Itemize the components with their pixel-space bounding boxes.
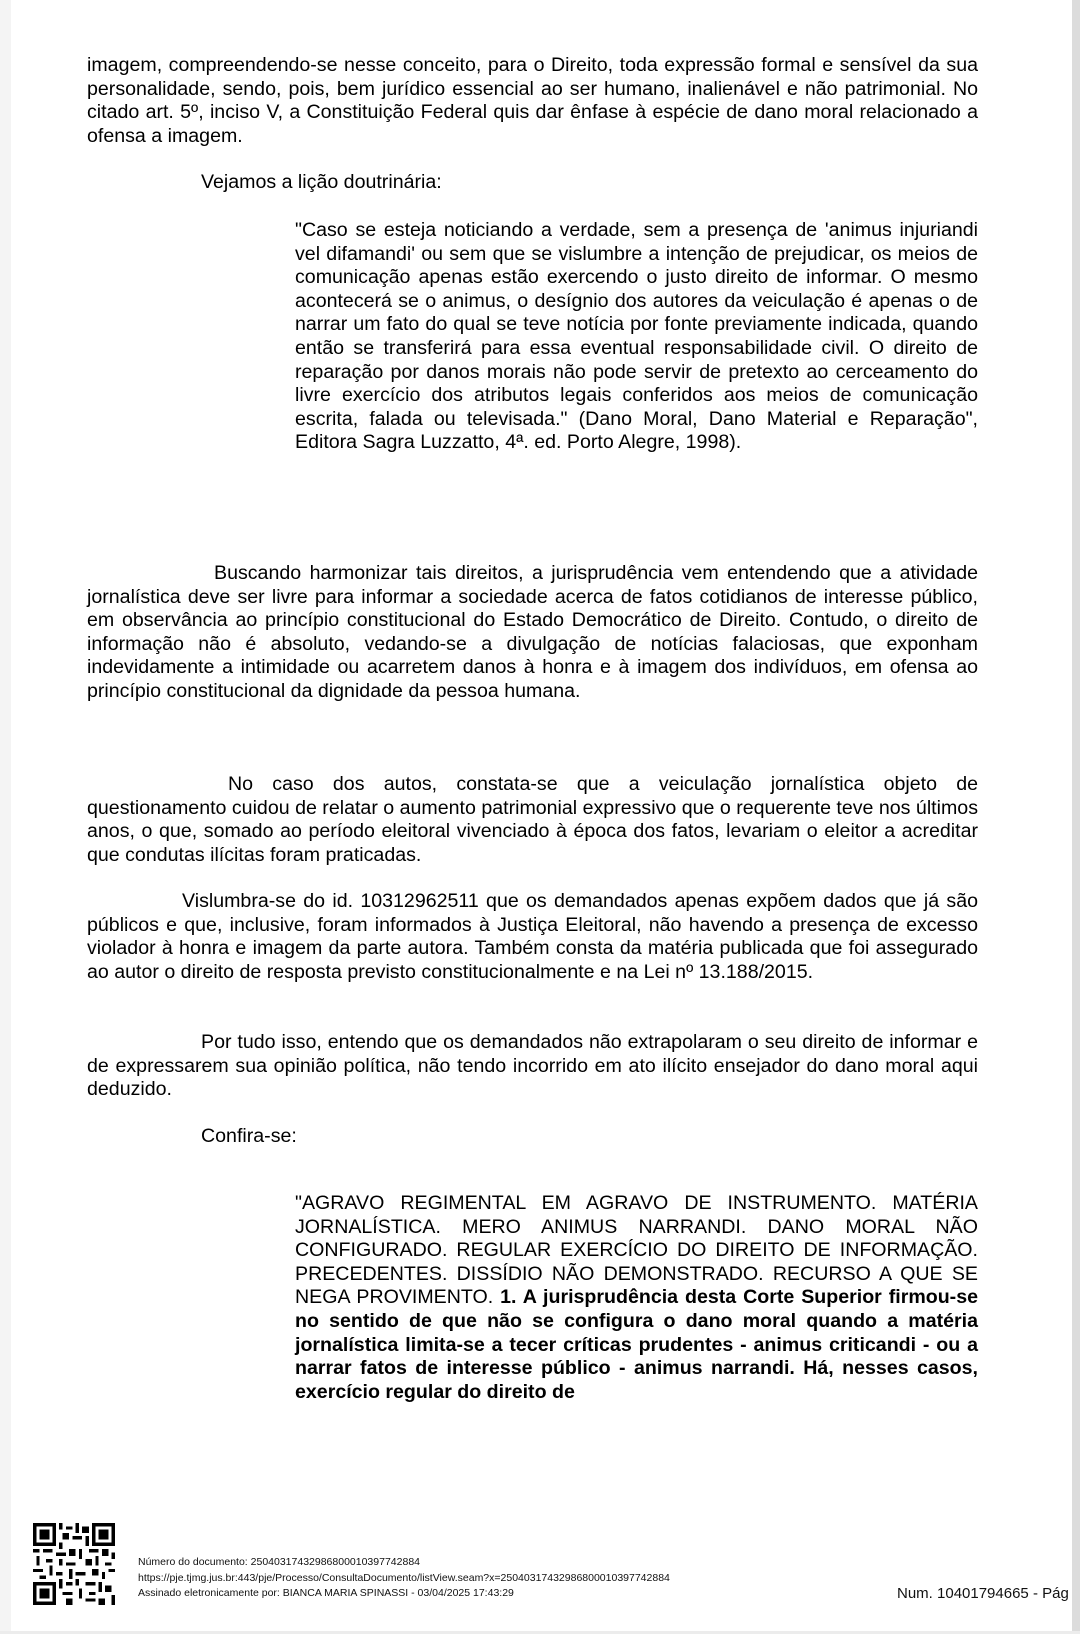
paragraph-text: Confira-se: (201, 1125, 297, 1147)
document-number: Número do documento: 25040317432986800010397742884 (138, 1556, 420, 1568)
paragraph-evidence (87, 890, 978, 984)
paragraph-conclusion (87, 1031, 978, 1102)
quote-regular-text: "AGRAVO REGIMENTAL EM AGRAVO DE INSTRUMENTO. MATÉRIA JORNALÍSTICA. MERO ANIMUS NARRANDI. DANO MORAL NÃO CONFIGURADO. REGULAR EXERCÍCIO DO DIREITO DE INFORMAÇÃO. PRECEDENTES. DISSÍDIO NÃO DEMONSTRADO. RECURSO A QUE SE NEGA PROVIMENTO. (295, 1192, 978, 1309)
paragraph-text: Vejamos a lição doutrinária: (201, 171, 442, 193)
paragraph-text: Vislumbra-se do id. 10312962511 que os demandados apenas expõem dados que já são públicos e que, inclusive, foram informados à Justiça Eleitoral, não havendo a presença de excesso violador à honra e imagem da parte autora. Também consta da matéria publicada que foi assegurado ao autor o direito de resposta previsto constitucionalmente e na Lei nº 13.188/2015. (87, 890, 978, 983)
quote-text (295, 1192, 978, 1404)
doctrine-quote (295, 219, 978, 455)
paragraph-text: imagem, compreendendo-se nesse conceito, para o Direito, toda expressão formal e sensível da sua personalidade, sendo, pois, bem jurídico essencial ao ser humano, inalienável e não patrimonial. No citado art. 5º, inciso V, a Constituição Federal quis dar ênfase à espécie de dano moral relacionado a ofensa a imagem. (87, 54, 978, 147)
paragraph-text: No caso dos autos, constata-se que a veiculação jornalística objeto de questionamento cuidou de relatar o aumento patrimonial expressivo que o requerente teve nos últimos anos, o que, somado ao período eleitoral vivenciado à época dos fatos, levariam o eleitor a acreditar que condutas ilícitas foram praticadas. (87, 773, 978, 866)
paragraph-image-rights (87, 54, 978, 148)
paragraph-case-facts (87, 773, 978, 867)
document-url[interactable]: https://pje.tjmg.jus.br:443/pje/Processo/ConsultaDocumento/listView.seam?x=25040317432986800010397742884 (138, 1571, 670, 1584)
signature-info (138, 1555, 670, 1602)
quote-text: "Caso se esteja noticiando a verdade, sem a presença de 'animus injuriandi vel difamandi' ou sem que se vislumbre a intenção de prejudicar, os meios de comunicação apenas estão exercendo o justo direito de informar. O mesmo acontecerá se o animus, o desígnio dos autores da veiculação é apenas o de narrar um fato do qual se teve notícia por fonte previamente indicada, quando então se transferirá para essa eventual responsabilidade civil. O direito de reparação por danos morais não pode servir de pretexto ao cerceamento do livre exercício dos atributos legais conferidos aos meios de comunicação escrita, falada ou televisada." (Dano Moral, Dano Material e Reparação", Editora Sagra Luzzatto, 4ª. ed. Porto Alegre, 1998). (295, 219, 978, 454)
scrollbar-track[interactable] (1072, 0, 1080, 1634)
qr-code-icon (33, 1523, 115, 1605)
quote-bold-text: 1. A jurisprudência desta Corte Superior firmou-se no sentido de que não se configura o dano moral quando a matéria jornalística limita-se a tecer críticas prudentes - animus criticandi - ou a narrar fatos de interesse público - animus narrandi. Há, nesses casos, exercício regular do direito de (295, 1286, 978, 1403)
paragraph-confira (87, 1125, 978, 1149)
jurisprudence-quote (295, 1192, 978, 1404)
signed-by: Assinado eletronicamente por: BIANCA MARIA SPINASSI - 03/04/2025 17:43:29 (138, 1587, 514, 1599)
paragraph-text: Por tudo isso, entendo que os demandados não extrapolaram o seu direito de informar e de expressarem sua opinião política, não tendo incorrido em ato ilícito ensejador do dano moral aqui deduzido. (87, 1031, 978, 1101)
paragraph-text: Buscando harmonizar tais direitos, a jurisprudência vem entendendo que a atividade jornalística deve ser livre para informar a sociedade acerca de fatos cotidianos de interesse público, em observância ao princípio constitucional do Estado Democrático de Direito. Contudo, o direito de informação não é absoluto, vedando-se a divulgação de notícias falaciosas, que exponham indevidamente a intimidade ou acarretem danos à honra e à imagem dos indivíduos, em ofensa ao princípio constitucional da dignidade da pessoa humana. (87, 562, 978, 702)
paragraph-jurisprudence (87, 562, 978, 704)
paragraph-doctrine-intro (87, 171, 978, 195)
page-number: Num. 10401794665 - Pág (897, 1585, 1069, 1602)
